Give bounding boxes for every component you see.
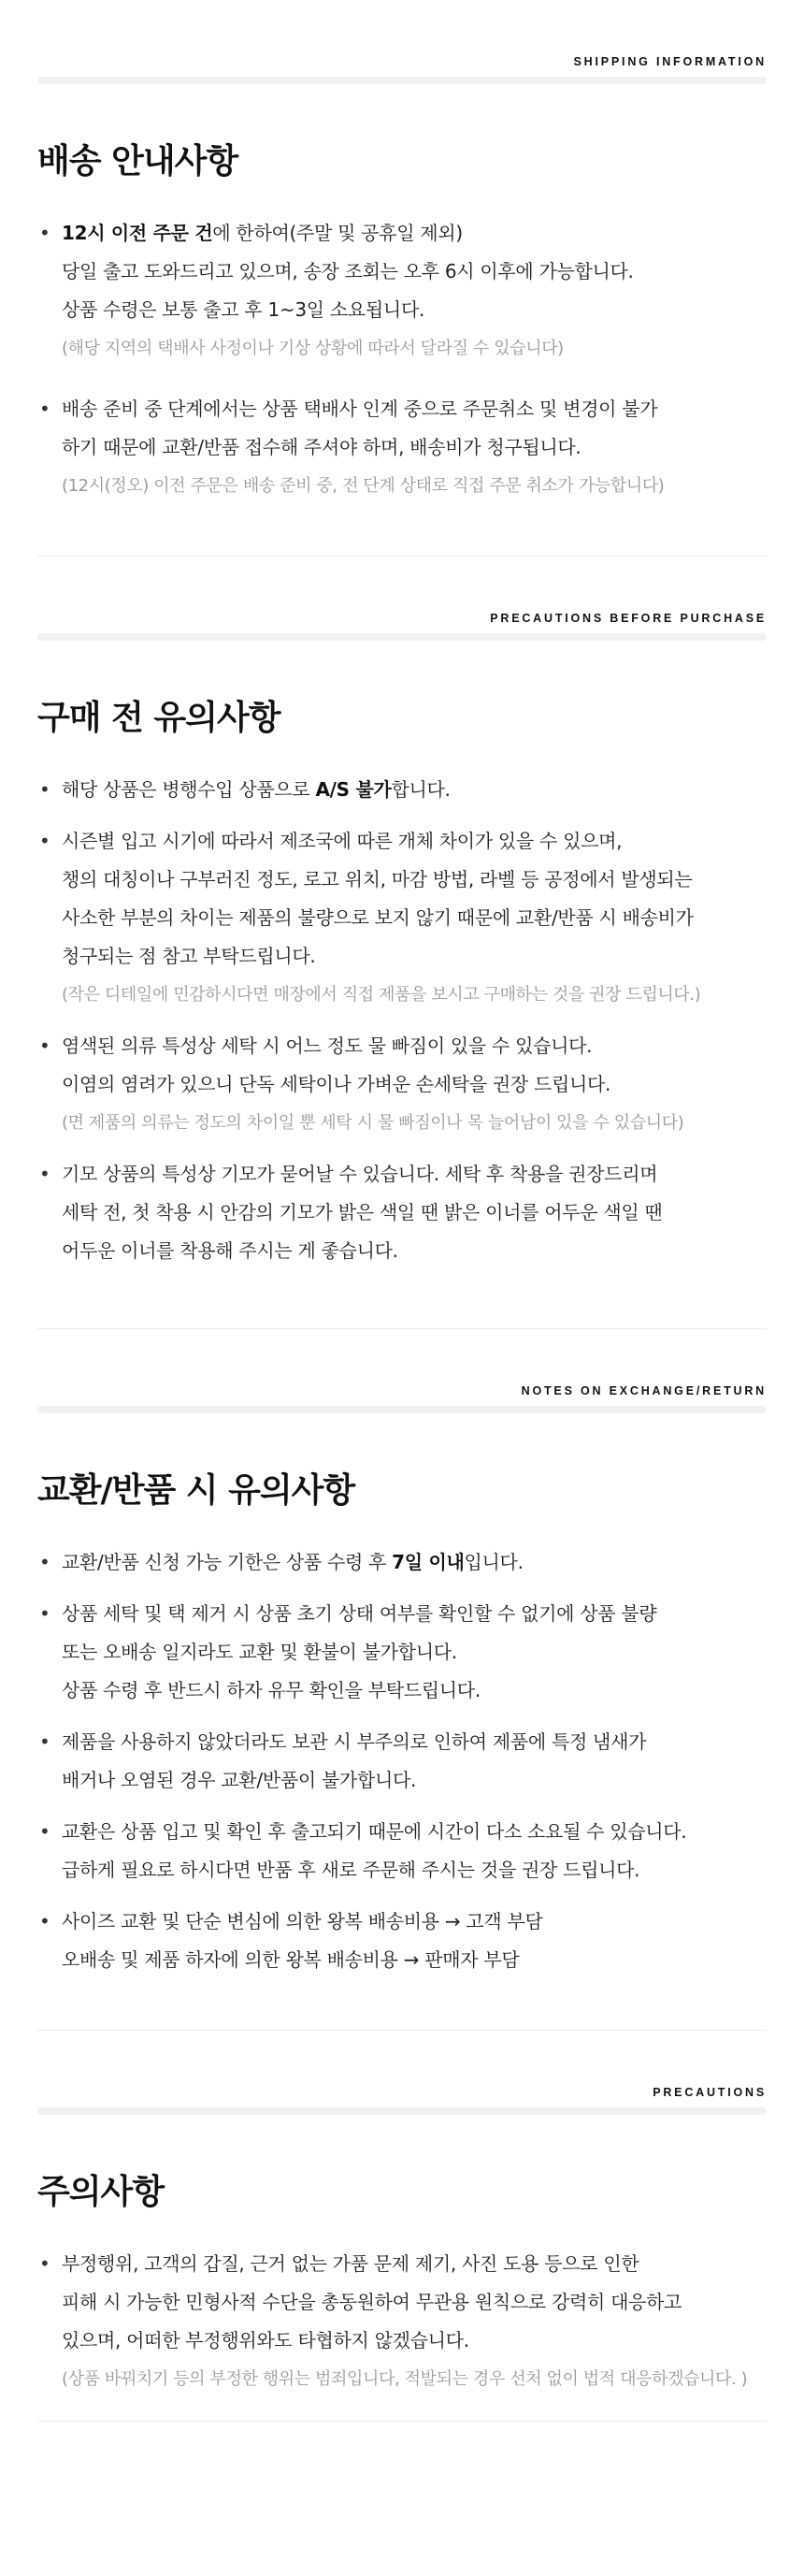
- list-item: • 상품 세탁 및 택 제거 시 상품 초기 상태 여부를 확인할 수 없기에 상품 불량 또는 오배송 일지라도 교환 및 환불이 불가합니다. 상품 수령 후 반드시 하자 유무 확인을 부탁드립니다.: [37, 1595, 767, 1710]
- list-item: • 염색된 의류 특성상 세탁 시 어느 정도 물 빠짐이 있을 수 있습니다. 이염의 염려가 있으니 단독 세탁이나 가벼운 손세탁을 권장 드립니다. (면 제품의 의류는 정도의 차이일 뿐 세탁 시 물 빠짐이나 목 늘어남이 있을 수 있습니다): [37, 1027, 767, 1142]
- exchange-return-list: [37, 1543, 767, 1979]
- section-divider: [37, 2107, 767, 2115]
- bullet-icon: •: [39, 1910, 50, 1932]
- list-item: • 부정행위, 고객의 갑질, 근거 없는 가품 문제 제기, 사진 도용 등으로 인한 피해 시 가능한 민형사적 수단을 총동원하여 무관용 원칙으로 강력히 대응하고 있으며, 어떠한 부정행위와도 타협하지 않겠습니다. (상품 바꿔치기 등의 부정한 행위는 범죄입니다, 적발되는 경우 선처 없이 법적 대응하겠습니다. ): [37, 2245, 767, 2398]
- purchase-precautions-list: [37, 771, 767, 1270]
- bullet-icon: •: [39, 1035, 50, 1057]
- note-text: (12시(정오) 이전 주문은 배송 준비 중, 전 단계 상태로 직접 주문 취소가 가능합니다): [62, 476, 665, 496]
- section-label: PRECAUTIONS BEFORE PURCHASE: [490, 612, 767, 625]
- precautions-section: [0, 2031, 804, 2422]
- list-item: • 배송 준비 중 단계에서는 상품 택배사 인계 중으로 주문취소 및 변경이 불가 하기 때문에 교환/반품 접수해 주셔야 하며, 배송비가 청구됩니다. (12시(정오) 이전 주문은 배송 준비 중, 전 단계 상태로 직접 주문 취소가 가능합니다): [37, 390, 767, 505]
- bullet-icon: •: [39, 2252, 50, 2275]
- precautions-list: [37, 2245, 767, 2398]
- section-label: PRECAUTIONS: [653, 2086, 767, 2099]
- section-title: 구매 전 유의사항: [37, 699, 280, 737]
- shipping-list: [37, 214, 767, 505]
- exchange-return-section: [0, 1329, 804, 2031]
- list-item: • 해당 상품은 병행수입 상품으로 A/S 불가합니다.: [37, 771, 767, 809]
- section-divider: [37, 77, 767, 84]
- emphasis-text: 7일 이내: [392, 1551, 465, 1573]
- note-text: (상품 바꿔치기 등의 부정한 행위는 범죄입니다, 적발되는 경우 선처 없이 법적 대응하겠습니다. ): [62, 2369, 748, 2389]
- bullet-icon: •: [39, 1602, 50, 1625]
- list-item: • 기모 상품의 특성상 기모가 묻어날 수 있습니다. 세탁 후 착용을 권장드리며 세탁 전, 첫 착용 시 안감의 기모가 밝은 색일 땐 밝은 이너를 어두운 색일 땐 어두운 이너를 착용해 주시는 게 좋습니다.: [37, 1155, 767, 1270]
- list-item: • 교환/반품 신청 가능 기한은 상품 수령 후 7일 이내입니다.: [37, 1543, 767, 1582]
- note-text: (작은 디테일에 민감하시다면 매장에서 직접 제품을 보시고 구매하는 것을 권장 드립니다.): [62, 985, 701, 1005]
- bullet-icon: •: [39, 1820, 50, 1843]
- bullet-icon: •: [39, 830, 50, 852]
- bullet-icon: •: [39, 778, 50, 801]
- bullet-icon: •: [39, 222, 50, 244]
- emphasis-text: A/S 불가: [315, 778, 392, 801]
- section-title: 주의사항: [37, 2173, 165, 2211]
- bullet-icon: •: [39, 1551, 50, 1573]
- note-text: (면 제품의 의류는 정도의 차이일 뿐 세탁 시 물 빠짐이나 목 늘어남이 있을 수 있습니다): [62, 1113, 684, 1133]
- list-item: • 교환은 상품 입고 및 확인 후 출고되기 때문에 시간이 다소 소요될 수 있습니다. 급하게 필요로 하시다면 반품 후 새로 주문해 주시는 것을 권장 드립니다.: [37, 1813, 767, 1889]
- purchase-precautions-section: [0, 557, 804, 1329]
- section-title: 배송 안내사항: [37, 142, 238, 181]
- bullet-icon: •: [39, 1730, 50, 1753]
- list-item: • 12시 이전 주문 건에 한하여(주말 및 공휴일 제외) 당일 출고 도와드리고 있으며, 송장 조회는 오후 6시 이후에 가능합니다. 상품 수령은 보통 출고 후 1~3일 소요됩니다. (해당 지역의 택배사 사정이나 기상 상황에 따라서 달라질 수 있습니다): [37, 214, 767, 368]
- section-label: SHIPPING INFORMATION: [573, 55, 767, 68]
- list-item: • 시즌별 입고 시기에 따라서 제조국에 따른 개체 차이가 있을 수 있으며, 챙의 대칭이나 구부러진 정도, 로고 위치, 마감 방법, 라벨 등 공정에서 발생되는 사소한 부분의 차이는 제품의 불량으로 보지 않기 때문에 교환/반품 시 배송비가 청구되는 점 참고 부탁드립니다. (작은 디테일에 민감하시다면 매장에서 직접 제품을 보시고 구매하는 것을 권장 드립니다.): [37, 822, 767, 1014]
- note-text: (해당 지역의 택배사 사정이나 기상 상황에 따라서 달라질 수 있습니다): [62, 339, 564, 358]
- section-end-divider: [37, 2421, 767, 2422]
- section-divider: [37, 633, 767, 641]
- shipping-section: [0, 0, 804, 557]
- list-item: • 사이즈 교환 및 단순 변심에 의한 왕복 배송비용 → 고객 부담 오배송 및 제품 하자에 의한 왕복 배송비용 → 판매자 부담: [37, 1903, 767, 1979]
- emphasis-text: 12시 이전 주문 건: [62, 222, 213, 244]
- bullet-icon: •: [39, 1163, 50, 1185]
- section-label: NOTES ON EXCHANGE/RETURN: [521, 1384, 767, 1397]
- list-item: • 제품을 사용하지 않았더라도 보관 시 부주의로 인하여 제품에 특정 냄새가 배거나 오염된 경우 교환/반품이 불가합니다.: [37, 1723, 767, 1800]
- bullet-icon: •: [39, 398, 50, 420]
- section-divider: [37, 1406, 767, 1413]
- section-title: 교환/반품 시 유의사항: [37, 1471, 355, 1510]
